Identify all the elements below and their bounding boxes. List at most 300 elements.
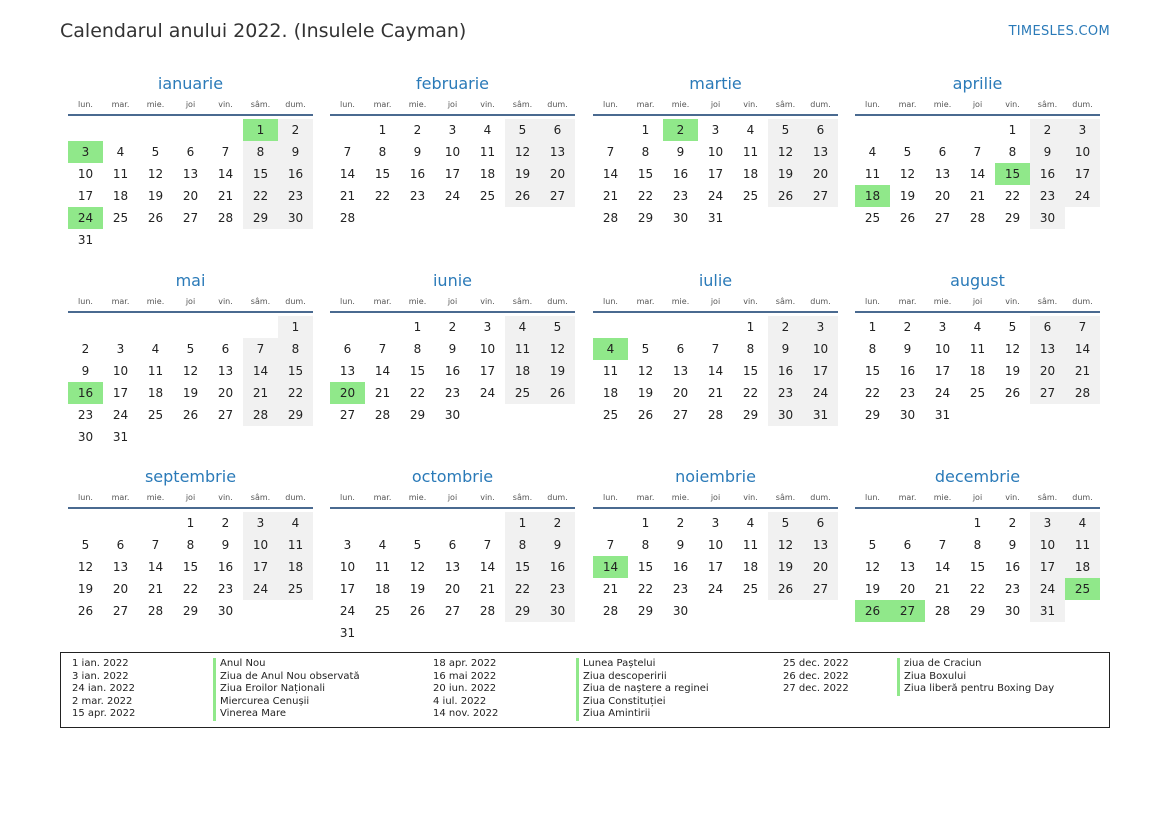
weekday-header (855, 96, 1100, 114)
empty-cell (925, 512, 960, 534)
weekday-label: lun. (865, 100, 880, 109)
day-cell: 17 (444, 167, 461, 181)
day-cell: 22 (969, 582, 986, 596)
legend-date: 15 apr. 2022 (72, 708, 136, 719)
day-cell: 17 (112, 386, 129, 400)
weekday-header (855, 489, 1100, 507)
empty-cell (68, 316, 103, 338)
day-cell: 26 (77, 604, 94, 618)
day-cell: 3 (483, 320, 492, 334)
day-cell: 9 (448, 342, 457, 356)
day-cell: 1 (641, 516, 650, 530)
day-cell: 2 (1008, 516, 1017, 530)
day-cell: 17 (479, 364, 496, 378)
day-cell: 31 (803, 404, 838, 426)
day-cell: 3 (711, 123, 720, 137)
weekday-label: dum. (1072, 297, 1093, 306)
day-cell: 29 (969, 604, 986, 618)
day-cell: 23 (899, 386, 916, 400)
day-cell: 3 (116, 342, 125, 356)
day-grid (855, 512, 1100, 622)
day-cell: 29 (1004, 211, 1021, 225)
day-cell: 10 (444, 145, 461, 159)
day-cell: 20 (540, 163, 575, 185)
month-name: februarie (415, 74, 490, 93)
legend-holiday-name: Ziua Eroilor Naționali (213, 683, 325, 696)
day-cell: 11 (112, 167, 129, 181)
weekday-label: dum. (285, 493, 306, 502)
day-cell: 22 (1004, 189, 1021, 203)
day-cell: 20 (934, 189, 951, 203)
day-cell: 25 (864, 211, 881, 225)
day-cell: 22 (243, 185, 278, 207)
weekday-label: mar. (373, 100, 392, 109)
day-cell: 13 (182, 167, 199, 181)
day-cell: 24 (1030, 578, 1065, 600)
day-cell: 2 (448, 320, 457, 334)
holiday-day: 20 (330, 382, 365, 404)
day-cell: 7 (711, 342, 720, 356)
day-cell: 8 (278, 338, 313, 360)
day-cell: 6 (448, 538, 457, 552)
day-cell: 10 (77, 167, 94, 181)
day-cell: 30 (672, 604, 689, 618)
weekday-label: vin. (743, 493, 758, 502)
day-cell: 7 (343, 145, 352, 159)
day-cell: 24 (112, 408, 129, 422)
weekday-header (68, 489, 313, 507)
weekday-label: joi (710, 493, 721, 502)
day-cell: 18 (278, 556, 313, 578)
day-cell: 27 (217, 408, 234, 422)
header-rule (593, 114, 838, 116)
day-cell: 10 (1030, 534, 1065, 556)
day-cell: 14 (1065, 338, 1100, 360)
day-cell: 25 (742, 189, 759, 203)
empty-cell (470, 512, 505, 534)
month-name: octombrie (411, 467, 494, 486)
day-cell: 17 (707, 167, 724, 181)
day-cell: 15 (243, 163, 278, 185)
day-cell: 16 (899, 364, 916, 378)
day-cell: 11 (602, 364, 619, 378)
empty-cell (400, 512, 435, 534)
day-cell: 16 (540, 556, 575, 578)
header-rule (855, 311, 1100, 313)
holiday-day: 18 (855, 185, 890, 207)
day-cell: 9 (1030, 141, 1065, 163)
day-cell: 18 (374, 582, 391, 596)
day-cell: 4 (116, 145, 125, 159)
day-cell: 16 (1004, 560, 1021, 574)
day-cell: 28 (602, 211, 619, 225)
day-grid (855, 119, 1100, 229)
day-cell: 19 (409, 582, 426, 596)
weekday-label: mie. (933, 297, 952, 306)
day-cell: 7 (1065, 316, 1100, 338)
day-cell: 1 (413, 320, 422, 334)
day-cell: 8 (1008, 145, 1017, 159)
holiday-day: 25 (1065, 578, 1100, 600)
day-cell: 1 (973, 516, 982, 530)
day-cell: 14 (147, 560, 164, 574)
day-cell: 11 (278, 534, 313, 556)
day-cell: 29 (278, 404, 313, 426)
day-cell: 18 (479, 167, 496, 181)
day-cell: 20 (803, 556, 838, 578)
day-cell: 24 (444, 189, 461, 203)
day-cell: 23 (1030, 185, 1065, 207)
weekday-label: dum. (547, 493, 568, 502)
day-cell: 27 (1030, 382, 1065, 404)
empty-cell (593, 119, 628, 141)
day-cell: 26 (768, 185, 803, 207)
header-rule (68, 311, 313, 313)
weekday-label: lun. (603, 100, 618, 109)
holiday-legend (60, 652, 1110, 728)
weekday-label: joi (447, 100, 458, 109)
day-cell: 27 (339, 408, 356, 422)
day-cell: 11 (969, 342, 986, 356)
day-cell: 18 (742, 167, 759, 181)
day-cell: 3 (1030, 512, 1065, 534)
day-cell: 20 (672, 386, 689, 400)
day-cell: 13 (803, 534, 838, 556)
day-cell: 12 (147, 167, 164, 181)
day-cell: 20 (803, 163, 838, 185)
header-rule (330, 114, 575, 116)
day-cell: 30 (1030, 207, 1065, 229)
day-cell: 18 (147, 386, 164, 400)
day-cell: 12 (182, 364, 199, 378)
weekday-label: lun. (865, 297, 880, 306)
weekday-label: vin. (480, 100, 495, 109)
day-cell: 26 (182, 408, 199, 422)
day-cell: 28 (374, 408, 391, 422)
day-grid (330, 512, 575, 644)
weekday-label: mie. (671, 100, 690, 109)
day-cell: 1 (746, 320, 755, 334)
day-cell: 4 (868, 145, 877, 159)
weekday-label: mar. (373, 493, 392, 502)
day-cell: 6 (186, 145, 195, 159)
day-cell: 9 (903, 342, 912, 356)
weekday-label: mie. (933, 493, 952, 502)
day-cell: 12 (637, 364, 654, 378)
day-cell: 29 (742, 408, 759, 422)
weekday-label: sâm. (1037, 493, 1058, 502)
weekday-label: mie. (408, 493, 427, 502)
day-cell: 7 (221, 145, 230, 159)
day-cell: 8 (746, 342, 755, 356)
empty-cell (330, 316, 365, 338)
day-cell: 11 (147, 364, 164, 378)
weekday-label: joi (185, 100, 196, 109)
day-cell: 9 (413, 145, 422, 159)
day-cell: 18 (1065, 556, 1100, 578)
day-cell: 10 (112, 364, 129, 378)
day-cell: 17 (1030, 556, 1065, 578)
weekday-label: mar. (111, 100, 130, 109)
day-cell: 21 (1065, 360, 1100, 382)
month-name: martie (689, 74, 742, 93)
day-cell: 6 (676, 342, 685, 356)
day-cell: 17 (1065, 163, 1100, 185)
month-name: septembrie (144, 467, 237, 486)
empty-cell (890, 119, 925, 141)
day-cell: 19 (768, 556, 803, 578)
day-cell: 7 (151, 538, 160, 552)
day-cell: 26 (637, 408, 654, 422)
weekday-label: mar. (636, 297, 655, 306)
day-cell: 2 (221, 516, 230, 530)
header-rule (68, 507, 313, 509)
weekday-label: sâm. (250, 493, 271, 502)
day-cell: 20 (112, 582, 129, 596)
day-cell: 6 (343, 342, 352, 356)
day-cell: 19 (1004, 364, 1021, 378)
day-cell: 22 (742, 386, 759, 400)
weekday-label: vin. (218, 297, 233, 306)
day-cell: 4 (746, 123, 755, 137)
weekday-label: joi (447, 493, 458, 502)
day-cell: 15 (374, 167, 391, 181)
day-cell: 13 (217, 364, 234, 378)
day-cell: 28 (479, 604, 496, 618)
day-cell: 4 (378, 538, 387, 552)
month-name: august (950, 271, 1005, 290)
day-cell: 31 (339, 626, 356, 640)
day-cell: 17 (934, 364, 951, 378)
weekday-label: lun. (340, 100, 355, 109)
day-cell: 24 (934, 386, 951, 400)
day-cell: 29 (505, 600, 540, 622)
day-cell: 10 (934, 342, 951, 356)
weekday-label: mar. (898, 297, 917, 306)
weekday-header (68, 293, 313, 311)
weekday-label: mar. (111, 297, 130, 306)
day-cell: 1 (1008, 123, 1017, 137)
day-cell: 24 (243, 578, 278, 600)
weekday-label: mie. (671, 493, 690, 502)
weekday-label: mar. (373, 297, 392, 306)
day-cell: 12 (864, 560, 881, 574)
month-name: aprilie (952, 74, 1003, 93)
legend-date: 14 nov. 2022 (433, 708, 499, 719)
month-1 (330, 72, 575, 229)
day-cell: 10 (1065, 141, 1100, 163)
day-cell: 31 (77, 233, 94, 247)
day-cell: 22 (182, 582, 199, 596)
day-cell: 3 (343, 538, 352, 552)
day-cell: 4 (973, 320, 982, 334)
holiday-day: 3 (68, 141, 103, 163)
weekday-label: joi (972, 493, 983, 502)
legend-holiday-name: Ziua liberă pentru Boxing Day (897, 683, 1054, 696)
day-cell: 2 (903, 320, 912, 334)
day-cell: 14 (479, 560, 496, 574)
empty-cell (138, 316, 173, 338)
day-cell: 25 (602, 408, 619, 422)
day-cell: 21 (934, 582, 951, 596)
day-cell: 6 (1030, 316, 1065, 338)
day-cell: 23 (1004, 582, 1021, 596)
day-cell: 22 (278, 382, 313, 404)
day-cell: 28 (339, 211, 356, 225)
weekday-label: lun. (865, 493, 880, 502)
day-cell: 2 (540, 512, 575, 534)
empty-cell (663, 316, 698, 338)
day-cell: 24 (707, 582, 724, 596)
weekday-label: dum. (285, 100, 306, 109)
holiday-day: 4 (593, 338, 628, 360)
day-cell: 22 (409, 386, 426, 400)
day-cell: 25 (969, 386, 986, 400)
day-grid (68, 512, 313, 622)
legend-holiday-name: Lunea Paștelui (576, 658, 655, 671)
legend-holiday-name: Vinerea Mare (213, 708, 286, 721)
day-cell: 9 (676, 538, 685, 552)
empty-cell (138, 119, 173, 141)
day-cell: 1 (378, 123, 387, 137)
legend-date: 20 iun. 2022 (433, 683, 497, 694)
day-cell: 27 (444, 604, 461, 618)
legend-date: 16 mai 2022 (433, 670, 497, 682)
day-cell: 25 (505, 382, 540, 404)
day-cell: 27 (672, 408, 689, 422)
weekday-header (855, 293, 1100, 311)
day-cell: 2 (278, 119, 313, 141)
header-rule (593, 311, 838, 313)
day-cell: 10 (479, 342, 496, 356)
day-cell: 19 (540, 360, 575, 382)
day-cell: 11 (1065, 534, 1100, 556)
day-cell: 27 (540, 185, 575, 207)
header-rule (593, 507, 838, 509)
day-cell: 27 (182, 211, 199, 225)
holiday-day: 15 (995, 163, 1030, 185)
brand-link[interactable]: TIMESLES.COM (1008, 24, 1110, 39)
day-cell: 15 (742, 364, 759, 378)
day-cell: 25 (147, 408, 164, 422)
day-cell: 14 (243, 360, 278, 382)
day-cell: 28 (969, 211, 986, 225)
day-cell: 22 (864, 386, 881, 400)
weekday-label: dum. (810, 297, 831, 306)
day-cell: 18 (505, 360, 540, 382)
weekday-label: lun. (340, 493, 355, 502)
day-cell: 5 (151, 145, 160, 159)
month-0 (68, 72, 313, 251)
day-cell: 22 (374, 189, 391, 203)
day-cell: 15 (864, 364, 881, 378)
weekday-label: sâm. (775, 297, 796, 306)
day-cell: 16 (768, 360, 803, 382)
day-cell: 15 (409, 364, 426, 378)
weekday-label: sâm. (775, 100, 796, 109)
weekday-label: lun. (78, 297, 93, 306)
day-cell: 14 (602, 167, 619, 181)
weekday-label: mie. (933, 100, 952, 109)
day-cell: 11 (479, 145, 496, 159)
weekday-label: mar. (636, 100, 655, 109)
legend-holiday-name: Ziua descoperirii (576, 671, 667, 684)
weekday-label: mar. (111, 493, 130, 502)
weekday-label: vin. (1005, 100, 1020, 109)
day-cell: 8 (641, 538, 650, 552)
day-cell: 9 (676, 145, 685, 159)
legend-holiday-name: Ziua Constituției (576, 696, 666, 709)
weekday-label: lun. (78, 493, 93, 502)
day-cell: 18 (969, 364, 986, 378)
weekday-header (330, 293, 575, 311)
legend-date: 27 dec. 2022 (783, 683, 849, 694)
day-cell: 14 (339, 167, 356, 181)
weekday-label: dum. (1072, 100, 1093, 109)
day-cell: 13 (934, 167, 951, 181)
day-cell: 23 (77, 408, 94, 422)
day-cell: 16 (278, 163, 313, 185)
day-cell: 20 (444, 582, 461, 596)
weekday-label: joi (185, 493, 196, 502)
weekday-header (68, 96, 313, 114)
day-cell: 2 (413, 123, 422, 137)
day-cell: 11 (505, 338, 540, 360)
weekday-label: mie. (408, 297, 427, 306)
weekday-label: vin. (1005, 297, 1020, 306)
day-cell: 12 (409, 560, 426, 574)
day-grid (593, 316, 838, 426)
weekday-label: sâm. (250, 297, 271, 306)
day-cell: 30 (540, 600, 575, 622)
weekday-header (330, 489, 575, 507)
day-cell: 22 (505, 578, 540, 600)
day-cell: 13 (444, 560, 461, 574)
day-cell: 23 (278, 185, 313, 207)
day-cell: 26 (1004, 386, 1021, 400)
weekday-label: lun. (603, 493, 618, 502)
empty-cell (925, 119, 960, 141)
weekday-label: dum. (810, 100, 831, 109)
day-cell: 25 (278, 578, 313, 600)
day-cell: 14 (969, 167, 986, 181)
day-cell: 5 (413, 538, 422, 552)
empty-cell (960, 119, 995, 141)
day-cell: 24 (707, 189, 724, 203)
weekday-label: sâm. (1037, 297, 1058, 306)
month-7 (855, 269, 1100, 426)
day-cell: 4 (505, 316, 540, 338)
legend-date: 25 dec. 2022 (783, 658, 849, 669)
month-10 (593, 465, 838, 622)
day-cell: 19 (864, 582, 881, 596)
legend-holiday-name: Ziua Boxului (897, 671, 966, 684)
weekday-label: joi (185, 297, 196, 306)
day-cell: 6 (540, 119, 575, 141)
day-cell: 16 (409, 167, 426, 181)
day-cell: 12 (540, 338, 575, 360)
legend-holiday-name: Ziua Amintirii (576, 708, 650, 721)
empty-cell (593, 512, 628, 534)
day-cell: 30 (768, 404, 803, 426)
weekday-label: vin. (480, 297, 495, 306)
empty-cell (208, 119, 243, 141)
day-cell: 5 (641, 342, 650, 356)
empty-cell (365, 316, 400, 338)
holiday-day: 24 (68, 207, 103, 229)
day-cell: 6 (938, 145, 947, 159)
day-cell: 14 (934, 560, 951, 574)
